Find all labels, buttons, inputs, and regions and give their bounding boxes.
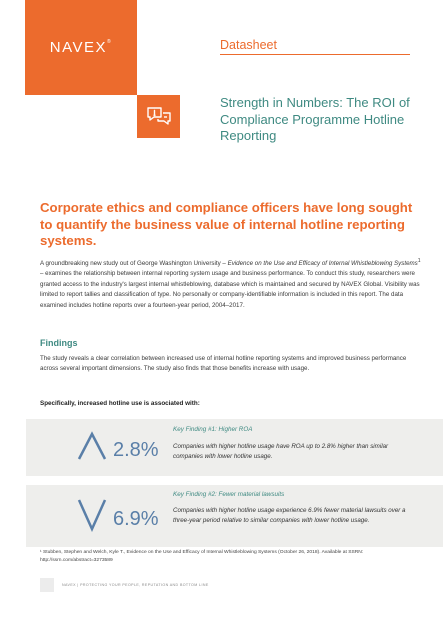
association-lead: Specifically, increased hotline use is associated with: xyxy=(40,400,200,407)
up-chevron-icon xyxy=(76,431,108,461)
finding-text: Companies with higher hotline usage experience 6.9% fewer material lawsuits over a three-year period relative to similar companies with lower hotline usage. xyxy=(173,507,406,525)
datasheet-label: Datasheet xyxy=(220,38,410,55)
key-finding-2 xyxy=(26,485,443,547)
findings-paragraph: The study reveals a clear correlation between increased use of internal hotline reporting systems and improved business performance across several important dimensions. The study also finds that those benefits increase with usage. xyxy=(40,355,407,373)
finding-title: Key Finding #1: Higher ROA xyxy=(173,426,253,433)
page-title: Strength in Numbers: The ROI of Compliance Programme Hotline Reporting xyxy=(220,95,410,143)
finding-value: 6.9% xyxy=(113,508,159,530)
navex-logo: NAVEX® xyxy=(49,39,113,56)
headline: Corporate ethics and compliance officers have long sought to quantify the business value of internal hotline reporting systems. xyxy=(40,200,413,248)
speech-bubbles-alert-icon xyxy=(137,95,180,138)
intro-paragraph: A groundbreaking new study out of George Washington University – Evidence on the Use and Efficacy of Internal Whistleblowing Systems$^1$ – examines the relationship between internal reporting system usage and business performance. To conduct this study, researchers were granted access to the industry's largest internal whistleblowing, database which is maintained and secured by NAVEX Global. Visibility was limited to report tallies and classification of type. No personally or company-identifiable information is included in this report. The data examined includes hotline reports over a fourteen-year period, 2004–2017. xyxy=(40,258,421,309)
finding-value: 2.8% xyxy=(113,439,159,461)
footer-brand: NAVEX | PROTECTING YOUR PEOPLE, REPUTATION AND BOTTOM LINE xyxy=(62,583,209,587)
findings-heading: Findings xyxy=(40,338,78,348)
finding-title: Key Finding #2: Fewer material lawsuits xyxy=(173,491,285,498)
navex-logo-block xyxy=(25,0,137,95)
finding-text: Companies with higher hotline usage have ROA up to 2.8% higher than similar companies with lower hotline usage. xyxy=(173,443,389,461)
page-number-box xyxy=(40,578,54,592)
footnote-marker: 1 xyxy=(417,258,421,264)
key-finding-1 xyxy=(26,419,443,476)
down-chevron-icon xyxy=(76,498,108,532)
page-footer xyxy=(40,578,209,592)
study-title: Evidence on the Use and Efficacy of Internal Whistleblowing Systems xyxy=(227,260,418,268)
footnote: ¹ Stubben, Stephen and Welch, Kyle T., Evidence on the Use and Efficacy of Internal Whistleblowing Systems (October 26, 2018). Available at SSRN: http://ssrn.com/abstract=3273589 xyxy=(40,550,364,563)
